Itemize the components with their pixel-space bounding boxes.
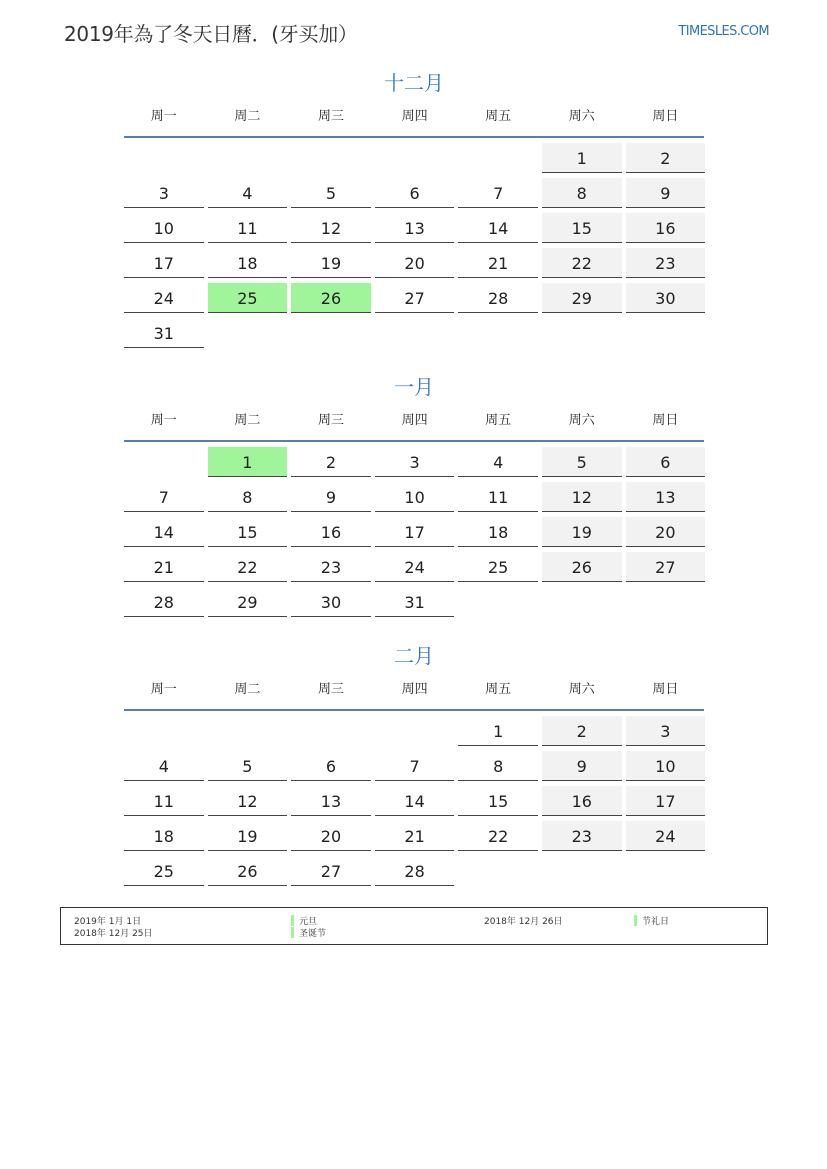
- day-cell: 28: [124, 587, 204, 617]
- empty-cell: [124, 447, 204, 476]
- day-cell: 3: [626, 716, 706, 746]
- day-cell: 19: [208, 821, 288, 851]
- day-cell: 29: [208, 587, 288, 617]
- day-cell: 28: [458, 283, 538, 313]
- legend-date: 2018年 12月 25日: [74, 929, 153, 939]
- month-title: 二月: [394, 644, 434, 668]
- day-cell: 27: [375, 283, 455, 313]
- day-cell: 26: [208, 856, 288, 886]
- day-cell: 30: [291, 587, 371, 617]
- day-cell: 15: [458, 786, 538, 816]
- month-title: 一月: [394, 375, 434, 399]
- day-cell: 10: [375, 482, 455, 512]
- day-cell: 9: [626, 178, 706, 208]
- day-cell: 18: [208, 248, 288, 278]
- empty-cell: [375, 318, 455, 347]
- legend-date: 2018年 12月 26日: [484, 917, 563, 927]
- empty-cell: [291, 143, 371, 172]
- weekday-label: 周日: [652, 109, 679, 124]
- empty-cell: [458, 318, 538, 347]
- day-cell: 11: [208, 213, 288, 243]
- day-cell: 14: [458, 213, 538, 243]
- weekday-label: 周日: [652, 413, 679, 428]
- weekday-label: 周二: [234, 109, 261, 124]
- legend-holiday-name: 节礼日: [642, 917, 670, 927]
- day-cell: 5: [291, 178, 371, 208]
- day-cell: 15: [208, 517, 288, 547]
- day-cell: 6: [626, 447, 706, 477]
- day-cell: 7: [375, 751, 455, 781]
- day-cell: 22: [542, 248, 622, 278]
- day-cell: 2: [626, 143, 706, 173]
- legend-holiday-name: 元旦: [299, 917, 318, 927]
- empty-cell: [291, 716, 371, 745]
- day-cell: 14: [124, 517, 204, 547]
- day-grid: [124, 716, 704, 886]
- day-cell: 12: [208, 786, 288, 816]
- day-cell: 12: [291, 213, 371, 243]
- day-cell: 29: [542, 283, 622, 313]
- day-cell: 1: [458, 716, 538, 746]
- page-title: 2019年為了冬天日曆．(牙买加）: [64, 22, 358, 46]
- empty-cell: [626, 318, 706, 347]
- day-cell: 3: [124, 178, 204, 208]
- weekday-label: 周日: [652, 682, 679, 697]
- holiday-color-marker: [291, 927, 294, 938]
- site-link[interactable]: TIMESLES.COM: [678, 24, 769, 39]
- weekday-label: 周五: [485, 109, 512, 124]
- day-cell: 11: [124, 786, 204, 816]
- day-cell: 31: [375, 587, 455, 617]
- day-cell: 24: [124, 283, 204, 313]
- day-cell: 4: [458, 447, 538, 477]
- day-cell: 11: [458, 482, 538, 512]
- empty-cell: [542, 318, 622, 347]
- weekday-label: 周二: [234, 682, 261, 697]
- day-cell: 16: [291, 517, 371, 547]
- weekday-label: 周五: [485, 413, 512, 428]
- empty-cell: [458, 143, 538, 172]
- day-cell: 19: [542, 517, 622, 547]
- day-cell: 27: [626, 552, 706, 582]
- empty-cell: [626, 856, 706, 885]
- day-cell: 10: [626, 751, 706, 781]
- day-cell: 23: [626, 248, 706, 278]
- day-cell: 13: [626, 482, 706, 512]
- day-cell: 26: [542, 552, 622, 582]
- day-cell: 21: [375, 821, 455, 851]
- month-december: [124, 68, 704, 348]
- weekday-label: 周五: [485, 682, 512, 697]
- day-cell: 13: [291, 786, 371, 816]
- day-cell: 17: [124, 248, 204, 278]
- day-cell: 3: [375, 447, 455, 477]
- weekday-label: 周四: [401, 413, 428, 428]
- day-cell: 20: [626, 517, 706, 547]
- day-cell: 23: [542, 821, 622, 851]
- day-cell: 21: [124, 552, 204, 582]
- day-cell: 9: [542, 751, 622, 781]
- day-cell: 17: [626, 786, 706, 816]
- day-grid: [124, 447, 704, 617]
- day-cell: 8: [208, 482, 288, 512]
- day-cell: 23: [291, 552, 371, 582]
- day-cell: 1: [208, 447, 288, 477]
- day-cell: 17: [375, 517, 455, 547]
- empty-cell: [291, 318, 371, 347]
- legend-item: [634, 914, 669, 927]
- empty-cell: [208, 143, 288, 172]
- day-cell: 9: [291, 482, 371, 512]
- weekday-label: 周一: [150, 413, 177, 428]
- weekday-label: 周四: [401, 682, 428, 697]
- weekday-label: 周三: [317, 109, 344, 124]
- day-cell: 10: [124, 213, 204, 243]
- holiday-legend: [60, 907, 768, 945]
- day-cell: 2: [291, 447, 371, 477]
- empty-cell: [542, 587, 622, 616]
- empty-cell: [458, 856, 538, 885]
- day-cell: 14: [375, 786, 455, 816]
- day-cell: 1: [542, 143, 622, 173]
- day-grid: [124, 143, 704, 348]
- empty-cell: [542, 856, 622, 885]
- day-cell: 18: [124, 821, 204, 851]
- day-cell: 25: [458, 552, 538, 582]
- legend-item: [291, 926, 326, 939]
- day-cell: 7: [458, 178, 538, 208]
- empty-cell: [626, 587, 706, 616]
- weekday-header: [124, 412, 704, 442]
- weekday-label: 周六: [568, 413, 595, 428]
- day-cell: 18: [458, 517, 538, 547]
- day-cell: 28: [375, 856, 455, 886]
- day-cell: 30: [626, 283, 706, 313]
- weekday-label: 周三: [317, 413, 344, 428]
- day-cell: 8: [542, 178, 622, 208]
- empty-cell: [375, 143, 455, 172]
- weekday-header: [124, 108, 704, 138]
- day-cell: 16: [542, 786, 622, 816]
- day-cell: 19: [291, 248, 371, 278]
- weekday-label: 周二: [234, 413, 261, 428]
- day-cell: 4: [208, 178, 288, 208]
- holiday-color-marker: [634, 915, 637, 926]
- day-cell: 13: [375, 213, 455, 243]
- day-cell: 25: [124, 856, 204, 886]
- day-cell: 26: [291, 283, 371, 313]
- month-february: [124, 641, 704, 886]
- day-cell: 5: [542, 447, 622, 477]
- day-cell: 5: [208, 751, 288, 781]
- month-january: [124, 372, 704, 617]
- day-cell: 7: [124, 482, 204, 512]
- weekday-label: 周一: [150, 682, 177, 697]
- day-cell: 15: [542, 213, 622, 243]
- legend-date: 2019年 1月 1日: [74, 917, 142, 927]
- day-cell: 16: [626, 213, 706, 243]
- day-cell: 2: [542, 716, 622, 746]
- day-cell: 31: [124, 318, 204, 348]
- empty-cell: [375, 716, 455, 745]
- weekday-header: [124, 681, 704, 711]
- day-cell: 12: [542, 482, 622, 512]
- weekday-label: 周四: [401, 109, 428, 124]
- weekday-label: 周六: [568, 109, 595, 124]
- day-cell: 8: [458, 751, 538, 781]
- day-cell: 24: [626, 821, 706, 851]
- empty-cell: [208, 716, 288, 745]
- day-cell: 6: [291, 751, 371, 781]
- day-cell: 22: [458, 821, 538, 851]
- day-cell: 21: [458, 248, 538, 278]
- holiday-color-marker: [291, 915, 294, 926]
- empty-cell: [208, 318, 288, 347]
- day-cell: 24: [375, 552, 455, 582]
- empty-cell: [458, 587, 538, 616]
- day-cell: 20: [375, 248, 455, 278]
- month-title: 十二月: [384, 71, 444, 95]
- day-cell: 6: [375, 178, 455, 208]
- day-cell: 4: [124, 751, 204, 781]
- day-cell: 25: [208, 283, 288, 313]
- weekday-label: 周一: [150, 109, 177, 124]
- day-cell: 20: [291, 821, 371, 851]
- empty-cell: [124, 143, 204, 172]
- legend-holiday-name: 圣诞节: [299, 929, 327, 939]
- day-cell: 22: [208, 552, 288, 582]
- empty-cell: [124, 716, 204, 745]
- day-cell: 27: [291, 856, 371, 886]
- weekday-label: 周六: [568, 682, 595, 697]
- weekday-label: 周三: [317, 682, 344, 697]
